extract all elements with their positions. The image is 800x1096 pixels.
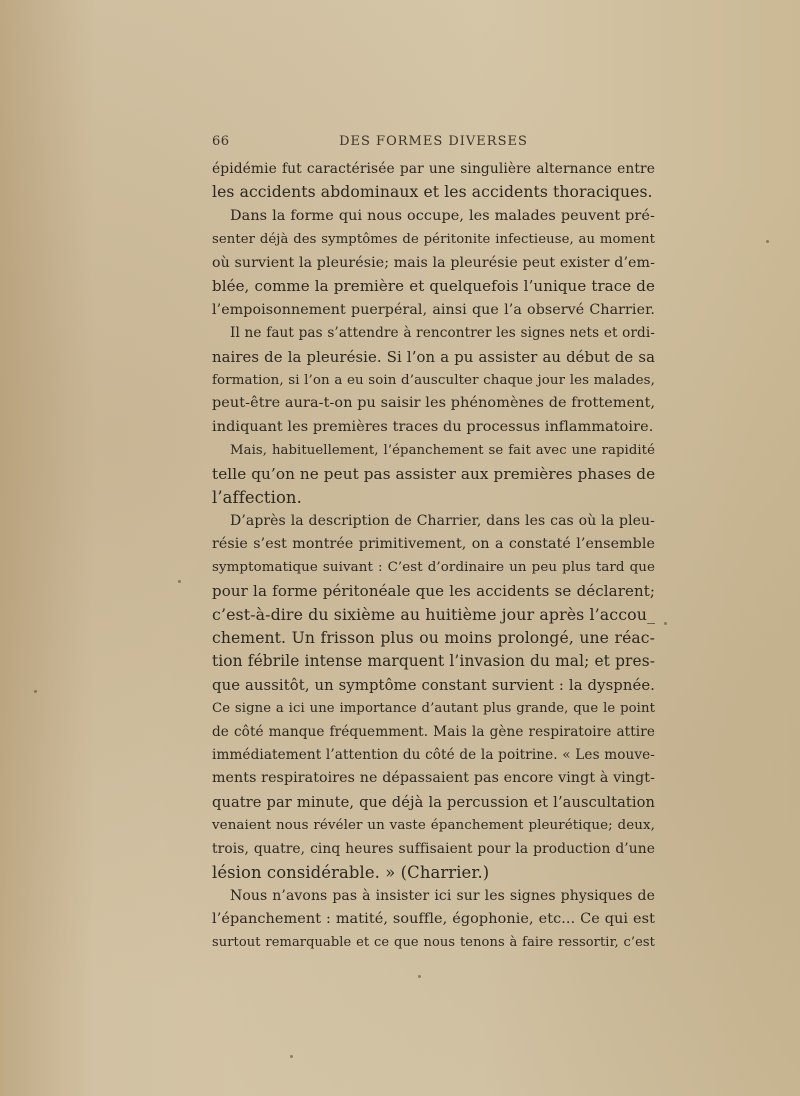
text-line: peut-être aura-t-on pu saisir les phénomènes de frottement, [212,395,656,412]
page-header [212,134,655,154]
text-line: où survient la pleurésie; mais la pleurésie peut exister d’em- [212,254,655,271]
text-line: l’épanchement : matité, souffle, égophonie, etc... Ce qui est [212,911,655,927]
text-line: blée, comme la première et quelquefois l’unique trace de [212,277,655,296]
paper-speck [664,622,667,625]
text-line: D’après la description de Charrier, dans les cas où la pleu- [230,512,655,529]
paper-speck [178,580,181,583]
text-line: épidémie fut caractérisée par une singulière alternance entre [212,161,655,177]
text-line: Mais, habituellement, l’épanchement se fait avec une rapidité [230,443,655,459]
text-line: indiquant les premières traces du processus inflammatoire. [212,418,654,435]
text-line: résie s’est montrée primitivement, on a constaté l’ensemble [212,536,655,552]
paper-speck [766,240,769,243]
text-line: ments respiratoires ne dépassaient pas encore vingt à vingt- [212,770,655,787]
text-line: l’affection. [212,488,302,508]
text-line: tion fébrile intense marquent l’invasion du mal; et pres- [212,652,655,671]
running-head: DES FORMES DIVERSES [339,134,528,149]
text-line: pour la forme péritonéale que les accidents se déclarent; [212,581,655,600]
text-line: immédiatement l’attention du côté de la poitrine. « Les mouve- [212,746,655,763]
text-line: les accidents abdominaux et les accidents thoraciques. [212,183,653,202]
text-line: de côté manque fréquemment. Mais la gène respiratoire attire [212,723,655,740]
text-line: l’empoisonnement puerpéral, ainsi que l’a observé Charrier. [212,301,655,318]
text-line: telle qu’on ne peut pas assister aux premières phases de [212,464,656,483]
text-line: trois, quatre, cinq heures suffisaient pour la production d’une [212,840,655,857]
text-line: symptomatique suivant : C’est d’ordinaire un peu plus tard que [212,560,655,576]
text-line: senter déjà des symptômes de péritonite infectieuse, au moment [212,232,655,248]
text-line: Ce signe a ici une importance d’autant plus grande, que le point [212,701,655,717]
text-line: surtout remarquable et ce que nous tenons à faire ressortir, c’est [212,935,655,951]
text-line: Dans la forme qui nous occupe, les malades peuvent pré- [230,207,655,224]
paper-speck [418,975,421,978]
body-text [212,158,655,955]
paper-speck [290,1055,293,1058]
text-line: Il ne faut pas s’attendre à rencontrer les signes nets et ordi- [230,325,655,342]
text-line: naires de la pleurésie. Si l’on a pu assister au début de sa [212,348,655,366]
text-line: que aussitôt, un symptôme constant survient : la dyspnée. [212,676,655,694]
text-line: formation, si l’on a eu soin d’ausculter chaque jour les malades, [212,372,655,388]
text-line: c’est-à-dire du sixième au huitième jour après l’accou_ [212,605,656,625]
text-line: Nous n’avons pas à insister ici sur les signes physiques de [230,887,655,904]
page-number: 66 [212,134,230,149]
paper-speck [34,690,37,693]
text-line: quatre par minute, que déjà la percussion et l’auscultation [212,793,655,811]
text-line: lésion considérable. » (Charrier.) [212,863,490,883]
text-line: venaient nous révéler un vaste épanchement pleurétique; deux, [212,818,655,834]
text-line: chement. Un frisson plus ou moins prolongé, une réac- [212,628,655,647]
